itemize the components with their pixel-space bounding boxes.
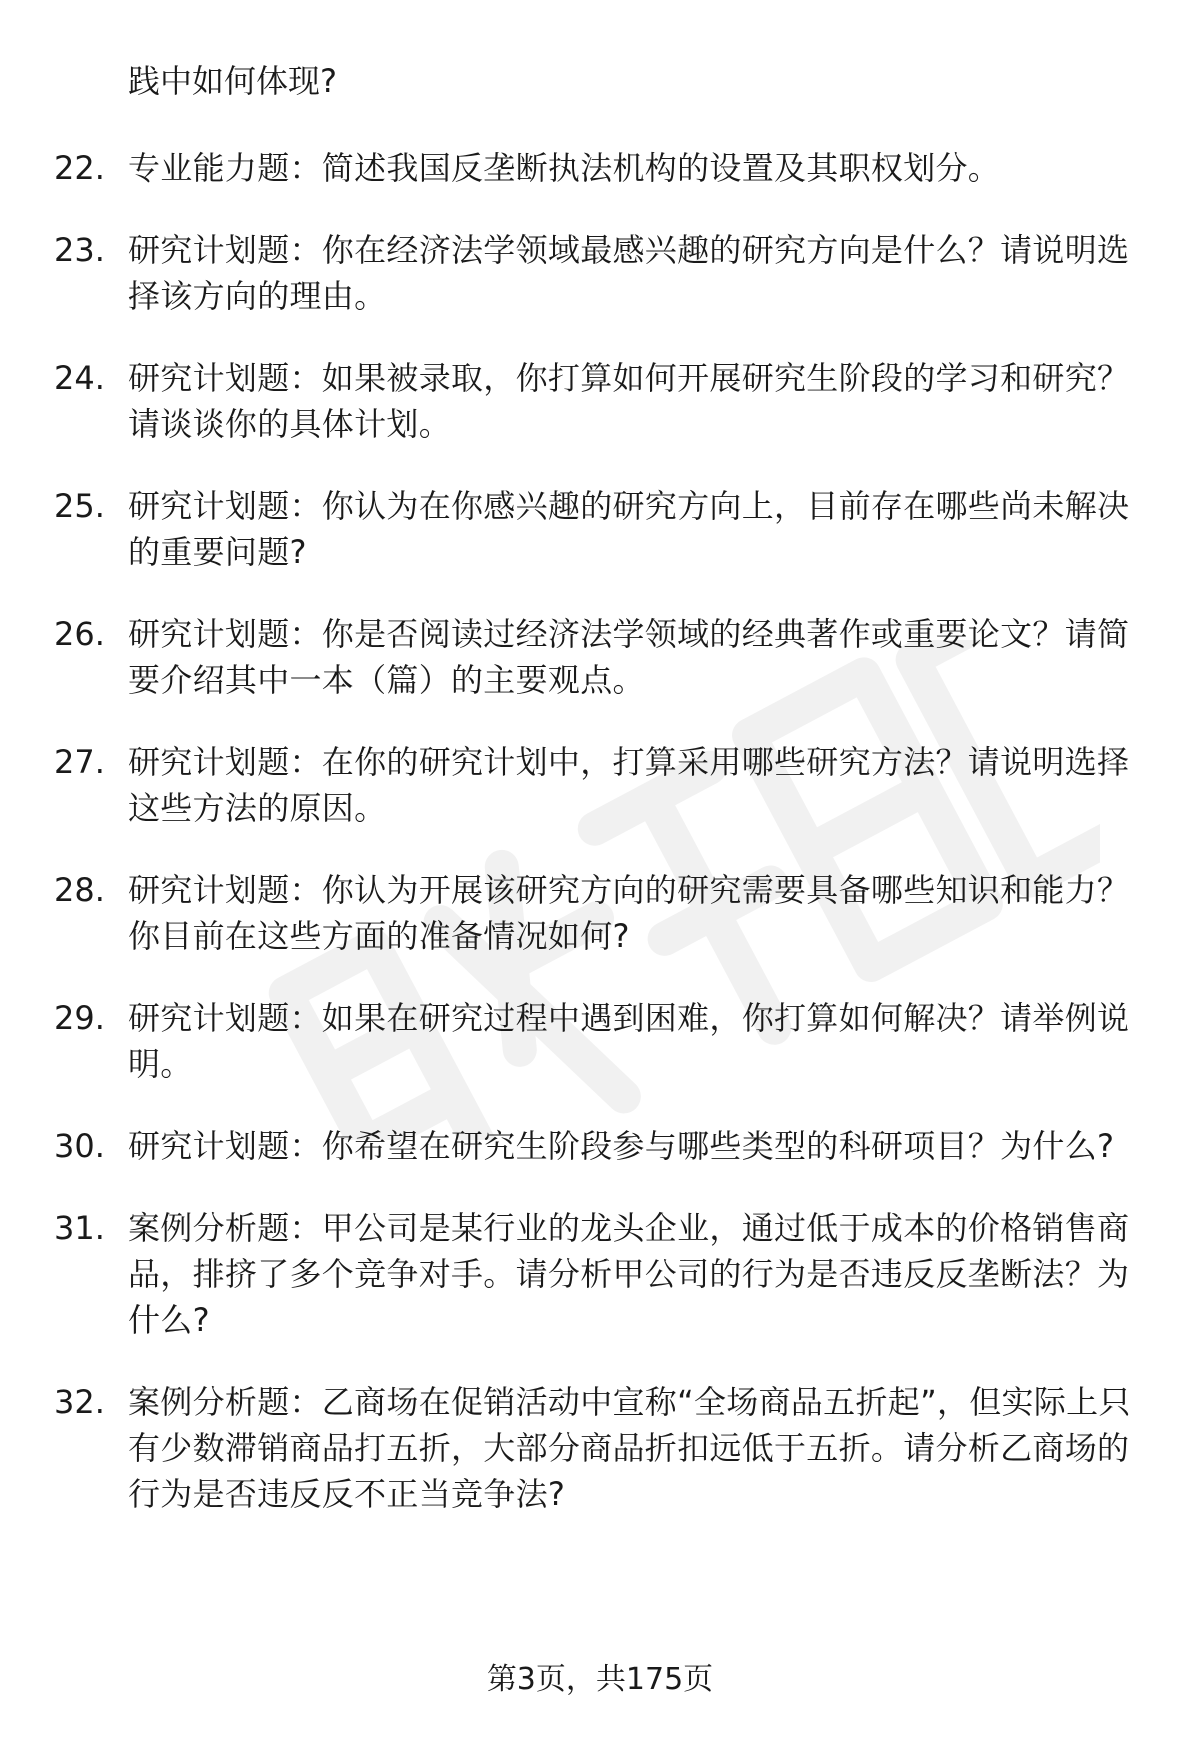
question-item	[0, 1379, 1200, 1517]
question-number: 30.	[54, 1127, 105, 1165]
question-text: 研究计划题：你认为开展该研究方向的研究需要具备哪些知识和能力？你目前在这些方面的准备情况如何?	[128, 871, 1130, 955]
question-text: 研究计划题：如果在研究过程中遇到困难，你打算如何解决？请举例说明。	[128, 999, 1130, 1083]
question-text: 研究计划题：你希望在研究生阶段参与哪些类型的科研项目？为什么?	[128, 1127, 1115, 1165]
question-number: 23.	[54, 231, 105, 269]
question-list	[0, 145, 1200, 1553]
question-text: 研究计划题：你在经济法学领域最感兴趣的研究方向是什么？请说明选择该方向的理由。	[128, 231, 1130, 315]
question-number: 24.	[54, 359, 105, 397]
question-item	[0, 1205, 1200, 1343]
question-item	[0, 355, 1200, 447]
question-item	[0, 995, 1200, 1087]
question-text: 研究计划题：在你的研究计划中，打算采用哪些研究方法？请说明选择这些方法的原因。	[128, 743, 1130, 827]
continuation-text: 践中如何体现?	[128, 62, 337, 100]
question-text: 案例分析题：乙商场在促销活动中宣称“全场商品五折起”，但实际上只有少数滞销商品打五折，大部分商品折扣远低于五折。请分析乙商场的行为是否违反反不正当竞争法?	[128, 1383, 1131, 1513]
question-text: 专业能力题：简述我国反垄断执法机构的设置及其职权划分。	[128, 149, 1001, 187]
question-item	[0, 739, 1200, 831]
question-item	[0, 611, 1200, 703]
question-text: 案例分析题：甲公司是某行业的龙头企业，通过低于成本的价格销售商品，排挤了多个竞争对手。请分析甲公司的行为是否违反反垄断法？为什么?	[128, 1209, 1130, 1339]
question-item	[0, 867, 1200, 959]
question-number: 31.	[54, 1209, 105, 1247]
question-number: 27.	[54, 743, 105, 781]
question-number: 28.	[54, 871, 105, 909]
question-number: 32.	[54, 1383, 105, 1421]
question-item	[0, 145, 1200, 191]
question-number: 26.	[54, 615, 105, 653]
question-item	[0, 227, 1200, 319]
question-text: 研究计划题：如果被录取，你打算如何开展研究生阶段的学习和研究？请谈谈你的具体计划。	[128, 359, 1130, 443]
question-item	[0, 1123, 1200, 1169]
question-number: 25.	[54, 487, 105, 525]
question-text: 研究计划题：你是否阅读过经济法学领域的经典著作或重要论文？请简要介绍其中一本（篇）的主要观点。	[128, 615, 1130, 699]
question-number: 29.	[54, 999, 105, 1037]
question-item	[0, 483, 1200, 575]
question-number: 22.	[54, 149, 105, 187]
question-text: 研究计划题：你认为在你感兴趣的研究方向上，目前存在哪些尚未解决的重要问题?	[128, 487, 1130, 571]
page-footer: 第3页，共175页	[486, 1662, 714, 1697]
